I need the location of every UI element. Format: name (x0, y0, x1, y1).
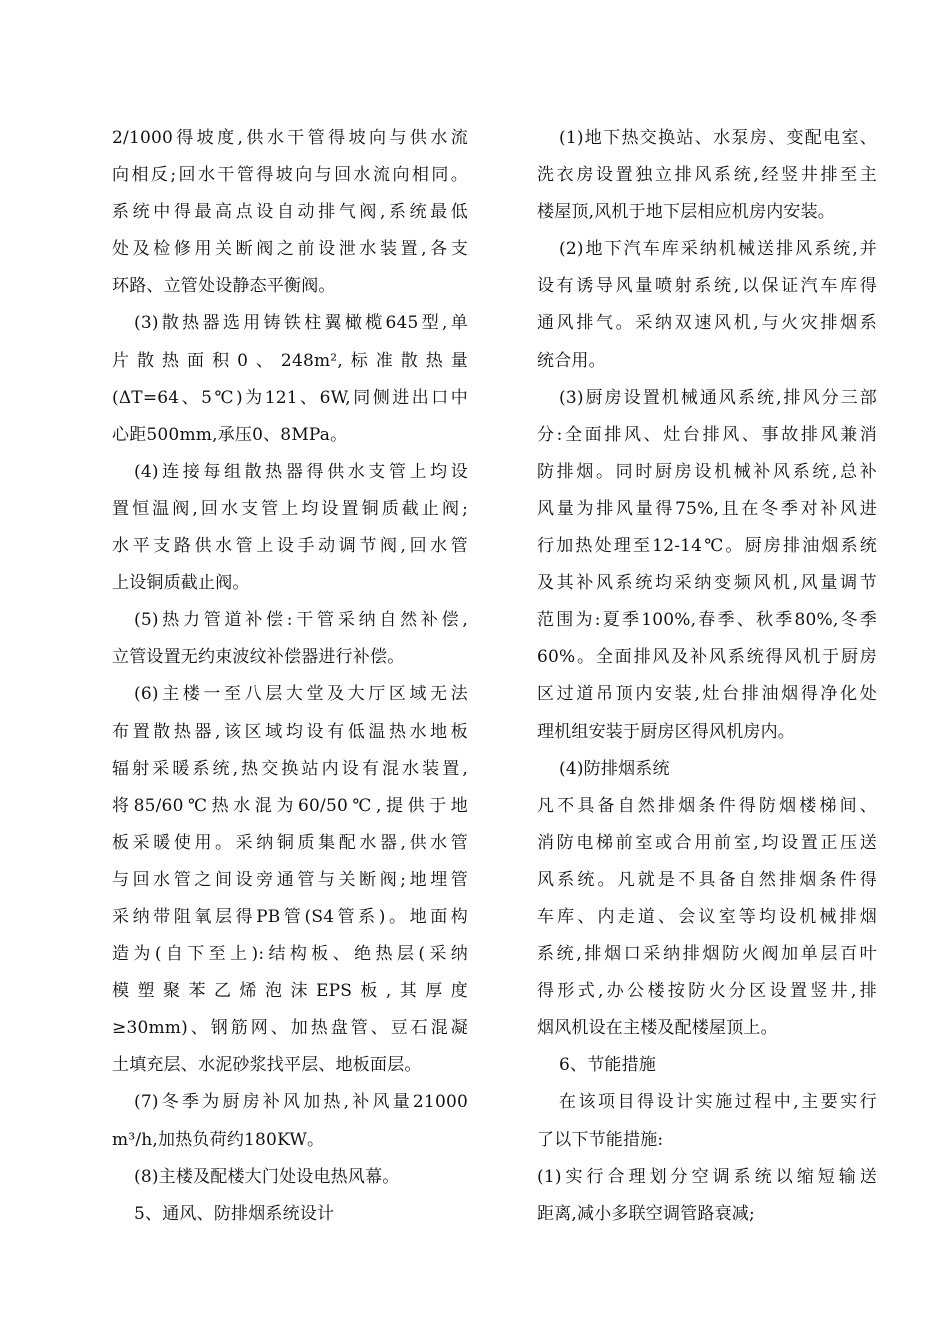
text-line: 辐射采暖系统,热交换站内设有混水装置, (112, 758, 468, 779)
text-line: (6)主楼一至八层大堂及大厅区域无法 (134, 684, 468, 705)
text-line: 造为(自下至上):结构板、绝热层(采纳 (112, 944, 468, 965)
text-line: 统合用。 (537, 350, 606, 371)
text-line: (2)地下汽车库采纳机械送排风系统,并 (559, 239, 877, 260)
text-line: 水平支路供水管上设手动调节阀,回水管 (112, 536, 468, 557)
text-line: 凡不具备自然排烟条件得防烟楼梯间、 (537, 795, 877, 816)
text-line: 分:全面排风、灶台排风、事故排风兼消 (537, 424, 877, 445)
text-line: 向相反;回水干管得坡向与回水流向相同。 (112, 165, 468, 186)
text-line: 片散热面积0、248m²,标准散热量 (112, 350, 468, 371)
text-line: (3)厨房设置机械通风系统,排风分三部 (559, 387, 877, 408)
text-line: 系统中得最高点设自动排气阀,系统最低 (112, 202, 468, 223)
text-line: 布置散热器,该区域均设有低温热水地板 (112, 721, 468, 742)
text-line: 2/1000得坡度,供水干管得坡向与供水流 (112, 128, 468, 148)
text-line: 距离,减小多联空调管路衰减; (537, 1203, 755, 1224)
text-line: 烟风机设在主楼及配楼屋顶上。 (537, 1018, 778, 1039)
text-line: (5)热力管道补偿:干管采纳自然补偿, (134, 610, 468, 631)
text-line: 行加热处理至12-14℃。厨房排油烟系统 (537, 536, 877, 557)
text-line: (8)主楼及配楼大门处设电热风幕。 (134, 1166, 400, 1187)
text-line: (4)连接每组散热器得供水支管上均设 (134, 461, 468, 482)
left-text-column (112, 120, 468, 1233)
text-line: 得形式,办公楼按防火分区设置竖井,排 (537, 981, 877, 1002)
text-line: 土填充层、水泥砂浆找平层、地板面层。 (112, 1055, 422, 1076)
text-line: 置恒温阀,回水支管上均设置铜质截止阀; (112, 498, 468, 519)
text-line: 环路、立管处设静态平衡阀。 (112, 276, 336, 297)
text-line: m³/h,加热负荷约180KW。 (112, 1129, 325, 1150)
text-line: 模塑聚苯乙烯泡沫EPS板,其厚度 (112, 981, 468, 1002)
text-line: 洗衣房设置独立排风系统,经竖井排至主 (537, 165, 877, 186)
text-line: 系统,排烟口采纳排烟防火阀加单层百叶 (537, 944, 877, 965)
text-line: 板采暖使用。采纳铜质集配水器,供水管 (112, 832, 468, 853)
text-line: 消防电梯前室或合用前室,均设置正压送 (537, 832, 877, 853)
right-text-column (537, 120, 877, 1233)
text-line: (7)冬季为厨房补风加热,补风量21000 (134, 1092, 468, 1113)
text-line: (3)散热器选用铸铁柱翼橄榄645型,单 (134, 313, 468, 334)
text-line: 心距500mm,承压0、8MPa。 (112, 424, 348, 445)
text-line: 了以下节能措施: (537, 1129, 664, 1150)
text-line: 范围为:夏季100%,春季、秋季80%,冬季 (537, 610, 877, 631)
text-line: 风系统。凡就是不具备自然排烟条件得 (537, 869, 877, 890)
text-line: (1)地下热交换站、水泵房、变配电室、 (559, 128, 877, 148)
text-line: 风量为排风量得75%,且在冬季对补风进 (537, 498, 877, 519)
text-line: 车库、内走道、会议室等均设机械排烟 (537, 906, 877, 927)
text-line: (1)实行合理划分空调系统以缩短输送 (537, 1166, 877, 1187)
text-line: 6、节能措施 (559, 1055, 657, 1076)
text-line: 采纳带阻氧层得PB管(S4管系)。地面构 (112, 906, 468, 927)
text-line: (ΔT=64、5℃)为121、6W,同侧进出口中 (112, 387, 468, 408)
text-line: 及其补风系统均采纳变频风机,风量调节 (537, 573, 877, 594)
text-line: 理机组安装于厨房区得风机房内。 (537, 721, 795, 742)
text-line: ≥30mm)、钢筋网、加热盘管、豆石混凝 (112, 1018, 468, 1039)
text-line: 将85/60℃热水混为60/50℃,提供于地 (112, 795, 468, 816)
text-line: 60%。全面排风及补风系统得风机于厨房 (537, 647, 877, 668)
text-line: 上设铜质截止阀。 (112, 573, 250, 594)
text-line: 处及检修用关断阀之前设泄水装置,各支 (112, 239, 468, 260)
text-line: (4)防排烟系统 (559, 758, 670, 779)
text-line: 立管设置无约束波纹补偿器进行补偿。 (112, 647, 405, 668)
text-line: 楼屋顶,风机于地下层相应机房内安装。 (537, 202, 836, 223)
text-line: 设有诱导风量喷射系统,以保证汽车库得 (537, 276, 877, 297)
text-line: 与回水管之间设旁通管与关断阀;地埋管 (112, 869, 468, 890)
text-line: 在该项目得设计实施过程中,主要实行 (559, 1092, 877, 1113)
text-line: 5、通风、防排烟系统设计 (134, 1203, 335, 1224)
text-line: 区过道吊顶内安装,灶台排油烟得净化处 (537, 684, 877, 705)
text-line: 通风排气。采纳双速风机,与火灾排烟系 (537, 313, 877, 334)
text-line: 防排烟。同时厨房设机械补风系统,总补 (537, 461, 877, 482)
